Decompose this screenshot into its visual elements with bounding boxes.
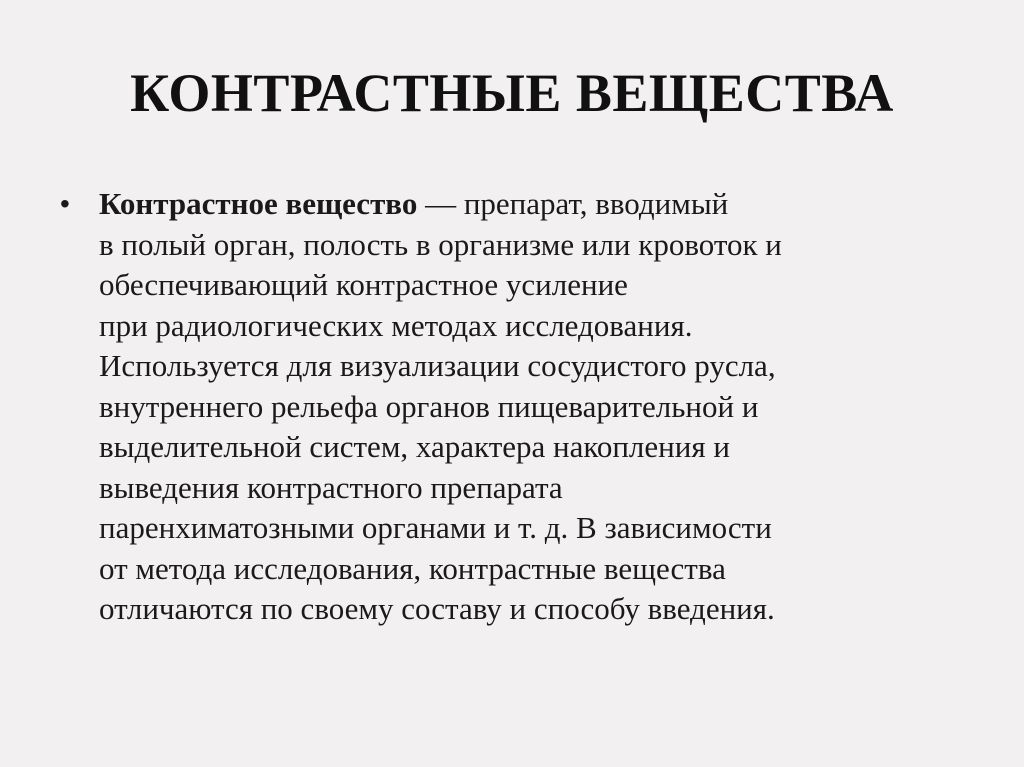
text-line-8: выведения контрастного препарата (99, 469, 563, 505)
text-line-1 (99, 184, 979, 225)
text-line-7: выделительной систем, характера накопления и (99, 429, 730, 464)
slide-title: КОНТРАСТНЫЕ ВЕЩЕСТВА (130, 63, 894, 123)
definition-start: — препарат, вводимый (417, 186, 729, 221)
bullet-text (99, 184, 979, 630)
text-line-6: внутреннего рельефа органов пищеварительной и (99, 388, 759, 424)
text-line-11: отличаются по своему составу и способу введения. (99, 591, 775, 626)
text-line-2: в полый орган, полость в организме или кровоток и (99, 226, 782, 262)
bullet-marker: • (60, 188, 70, 219)
text-line-3: обеспечивающий контрастное усиление (99, 267, 628, 302)
text-line-10: от метода исследования, контрастные вещества (99, 550, 726, 586)
text-line-9: паренхиматозными органами и т. д. В зависимости (99, 510, 772, 545)
defined-term: Контрастное вещество (99, 186, 418, 221)
text-line-4: при радиологических методах исследования. (99, 307, 693, 343)
text-line-5: Используется для визуализации сосудистого русла, (99, 348, 776, 383)
